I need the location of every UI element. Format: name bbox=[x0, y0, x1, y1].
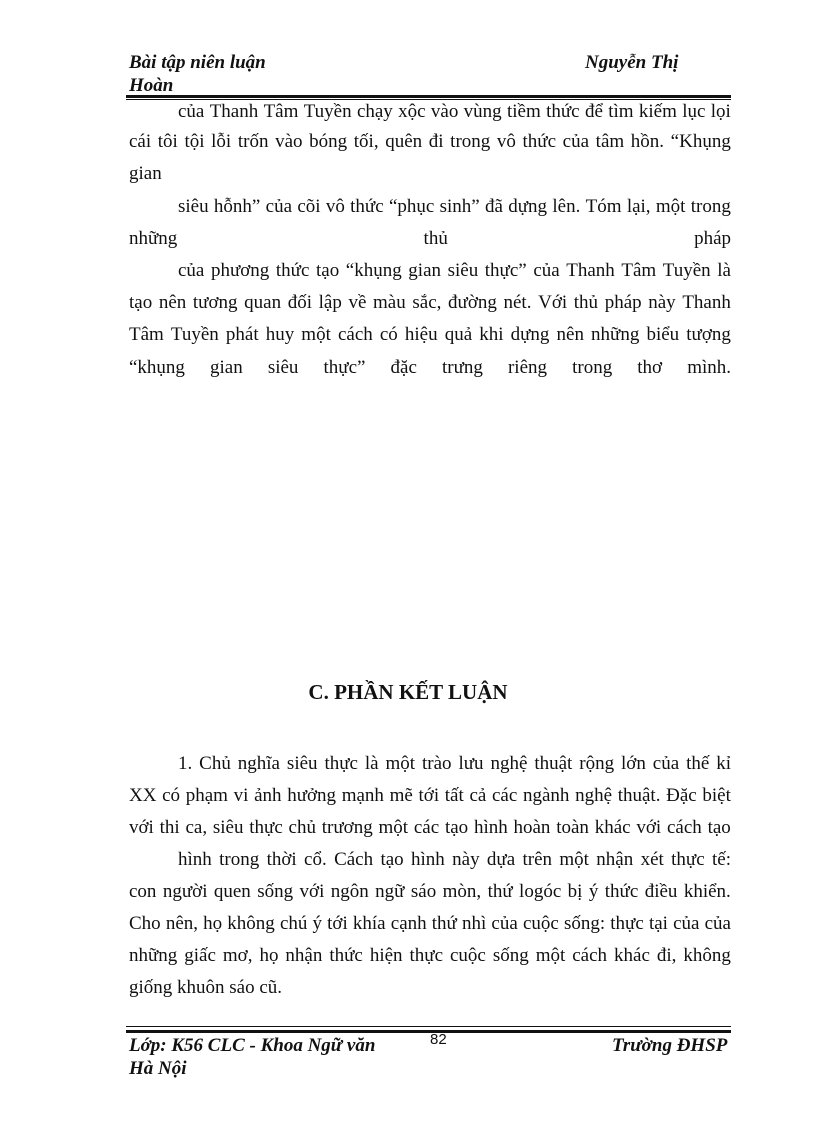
word: siêu bbox=[447, 260, 479, 281]
word: nhì bbox=[462, 913, 487, 934]
word: sáo bbox=[410, 881, 437, 902]
word: hiện bbox=[369, 945, 403, 966]
word: thi bbox=[159, 817, 180, 838]
word: của bbox=[652, 753, 680, 774]
word: pháp bbox=[694, 228, 731, 249]
word: siêu bbox=[178, 196, 209, 217]
word: trong bbox=[219, 849, 260, 870]
word: kỉ bbox=[716, 753, 731, 774]
word: nên bbox=[158, 292, 187, 313]
word: phát bbox=[225, 324, 259, 345]
word: 1. bbox=[178, 753, 193, 774]
word: nghĩa bbox=[237, 753, 280, 774]
word: Thanh bbox=[209, 101, 259, 122]
section-title: C. PHẦN KẾT LUẬN bbox=[308, 680, 508, 704]
word: đi, bbox=[656, 945, 677, 966]
word: Tâm bbox=[129, 324, 164, 345]
word: Chủ bbox=[199, 753, 231, 774]
word: trốn bbox=[237, 131, 269, 152]
word: khác bbox=[594, 817, 631, 838]
word: thức bbox=[522, 131, 557, 152]
word: ảnh bbox=[254, 785, 282, 806]
word: riêng bbox=[507, 357, 548, 378]
word: đã bbox=[485, 196, 503, 217]
word: cách bbox=[666, 817, 702, 838]
text-line bbox=[129, 100, 731, 124]
word: “khụng bbox=[129, 357, 185, 378]
word: tế: bbox=[712, 849, 731, 870]
word: thực bbox=[249, 817, 283, 838]
word: nét. bbox=[503, 292, 532, 313]
word: tới bbox=[418, 785, 440, 806]
word: huy bbox=[265, 324, 295, 345]
word: tới bbox=[327, 913, 348, 934]
text-line bbox=[129, 227, 731, 251]
header-author-continuation: Hoàn bbox=[129, 75, 174, 96]
word: cạnh bbox=[390, 913, 427, 934]
word: phạm bbox=[185, 785, 228, 806]
word: vô bbox=[325, 196, 345, 217]
word: một bbox=[535, 945, 566, 966]
word: của bbox=[562, 131, 590, 152]
word: cái bbox=[129, 131, 152, 152]
text-line: giống khuôn sáo cũ. bbox=[129, 977, 283, 998]
word: thức bbox=[604, 881, 639, 902]
word: “khụng bbox=[345, 260, 402, 281]
word: tội bbox=[184, 131, 205, 152]
word: thủ bbox=[423, 228, 448, 249]
word: sắc, bbox=[412, 292, 442, 313]
word: chú bbox=[279, 913, 308, 934]
word: để bbox=[584, 101, 603, 122]
word: thực bbox=[324, 753, 358, 774]
word: hồn. bbox=[630, 131, 665, 152]
word: ý bbox=[588, 881, 599, 902]
word: có bbox=[379, 324, 398, 345]
word: tương bbox=[192, 292, 238, 313]
word: vi bbox=[233, 785, 249, 806]
word: đường bbox=[448, 292, 497, 313]
word: hỗnh” bbox=[213, 196, 261, 217]
word: này bbox=[648, 292, 676, 313]
word: Tuyền bbox=[170, 324, 219, 345]
word: quên bbox=[385, 131, 423, 152]
word: tôi bbox=[157, 131, 178, 152]
word: biểu bbox=[646, 324, 680, 345]
word: cõi bbox=[297, 196, 321, 217]
word: quả bbox=[444, 324, 473, 345]
word: bị bbox=[567, 881, 583, 902]
word: nghệ bbox=[575, 785, 613, 806]
text-line bbox=[129, 912, 731, 936]
word: cách bbox=[572, 945, 608, 966]
word: Tóm bbox=[585, 196, 622, 217]
page-number: 82 bbox=[430, 1031, 447, 1048]
word: của bbox=[491, 913, 518, 934]
word: thế bbox=[686, 753, 710, 774]
word: vào bbox=[430, 101, 459, 122]
word: trào bbox=[422, 753, 452, 774]
word: trên bbox=[522, 849, 553, 870]
header-author: Nguyễn Thị bbox=[585, 52, 679, 73]
word: một bbox=[385, 753, 416, 774]
word: điều bbox=[644, 881, 678, 902]
word: lại, bbox=[626, 196, 651, 217]
word: của bbox=[265, 196, 293, 217]
text-line bbox=[129, 816, 731, 840]
footer-rule-thick bbox=[126, 1030, 731, 1033]
word: Tâm bbox=[621, 260, 657, 281]
word: thực” bbox=[323, 357, 366, 378]
word: hình bbox=[178, 849, 212, 870]
word: mòn, bbox=[442, 881, 482, 902]
word: khiển. bbox=[683, 881, 731, 902]
word: trưng bbox=[441, 357, 483, 378]
footer-rule-thin bbox=[126, 1026, 731, 1027]
word: Thanh bbox=[566, 260, 615, 281]
word: bóng bbox=[309, 131, 348, 152]
word: đi bbox=[428, 131, 444, 152]
word: tượng bbox=[686, 324, 731, 345]
word: lỗi bbox=[211, 131, 232, 152]
word: khía bbox=[352, 913, 386, 934]
word: thứ bbox=[431, 913, 457, 934]
word: ca, bbox=[185, 817, 208, 838]
word: ngôn bbox=[330, 881, 369, 902]
word: của bbox=[673, 913, 700, 934]
text-line bbox=[129, 944, 731, 968]
word: thực” bbox=[484, 260, 527, 281]
word: màu bbox=[373, 292, 406, 313]
word: đặc bbox=[390, 357, 417, 378]
word: trương bbox=[321, 817, 373, 838]
word: sống bbox=[492, 945, 529, 966]
word: dựng bbox=[508, 196, 548, 217]
word: tạo bbox=[380, 849, 404, 870]
word: cách bbox=[337, 324, 373, 345]
word: thực bbox=[610, 913, 644, 934]
text-line bbox=[129, 130, 731, 154]
word: thức bbox=[329, 945, 363, 966]
word: người bbox=[162, 881, 208, 902]
word: họ bbox=[259, 945, 279, 966]
word: những bbox=[129, 945, 178, 966]
word: tiềm bbox=[507, 101, 541, 122]
word: của bbox=[704, 913, 731, 934]
word: pháp bbox=[604, 292, 642, 313]
word: thực bbox=[409, 945, 444, 966]
word: mạnh bbox=[341, 785, 384, 806]
word: một bbox=[655, 196, 686, 217]
word: của bbox=[533, 260, 560, 281]
word: các bbox=[413, 817, 440, 838]
word: rộng bbox=[579, 753, 615, 774]
word: lục bbox=[682, 101, 706, 122]
text-line bbox=[129, 752, 731, 776]
word: Tuyền bbox=[662, 260, 711, 281]
text-line bbox=[129, 356, 731, 380]
footer-school: Trường ĐHSP bbox=[612, 1035, 728, 1056]
word: không bbox=[227, 913, 275, 934]
word: phương bbox=[210, 260, 270, 281]
word: lập bbox=[318, 292, 342, 313]
word: thuật. bbox=[617, 785, 661, 806]
word: một bbox=[559, 849, 589, 870]
word: với bbox=[636, 817, 662, 838]
word: tạo bbox=[315, 260, 340, 281]
word: thủ bbox=[573, 292, 599, 313]
text-line bbox=[129, 195, 731, 219]
word: mơ, bbox=[222, 945, 253, 966]
word: thời bbox=[266, 849, 297, 870]
word: chủ bbox=[288, 817, 316, 838]
word: thực bbox=[671, 849, 705, 870]
word: hoàn bbox=[513, 817, 551, 838]
word: quan bbox=[244, 292, 282, 313]
word: ngữ bbox=[375, 881, 405, 902]
word: có bbox=[162, 785, 181, 806]
text-line bbox=[129, 259, 731, 283]
word: xét bbox=[640, 849, 664, 870]
word: Tâm bbox=[263, 101, 299, 122]
word: tâm bbox=[595, 131, 625, 152]
word: hiệu bbox=[404, 324, 438, 345]
word: dựng bbox=[510, 324, 550, 345]
word: với bbox=[129, 817, 154, 838]
word: con bbox=[129, 881, 157, 902]
word: nhận bbox=[285, 945, 323, 966]
word: nghệ bbox=[490, 753, 528, 774]
word: xộc bbox=[398, 101, 426, 122]
word: siêu bbox=[212, 817, 244, 838]
word: với bbox=[299, 881, 325, 902]
word: Đặc bbox=[666, 785, 697, 806]
word: thức bbox=[350, 196, 384, 217]
word: vào bbox=[275, 131, 303, 152]
word: những bbox=[591, 324, 640, 345]
word: “Khụng bbox=[670, 131, 731, 152]
word: của bbox=[178, 260, 205, 281]
word: khác bbox=[614, 945, 650, 966]
word: về bbox=[348, 292, 367, 313]
text-line bbox=[129, 848, 731, 872]
word: hưởng bbox=[287, 785, 337, 806]
word: siêu bbox=[267, 357, 299, 378]
word: tại bbox=[648, 913, 668, 934]
word: thức bbox=[275, 260, 310, 281]
header-left-title: Bài tập niên luận bbox=[129, 52, 266, 73]
word: thuật bbox=[534, 753, 573, 774]
word: Tuyền bbox=[303, 101, 352, 122]
word: lọi bbox=[710, 101, 731, 122]
word: của bbox=[178, 101, 205, 122]
word: Thanh bbox=[682, 292, 731, 313]
word: trong bbox=[690, 196, 731, 217]
word: kiếm bbox=[638, 101, 677, 122]
text-line bbox=[129, 880, 731, 904]
word: giấc bbox=[184, 945, 216, 966]
word: cuộc bbox=[449, 945, 486, 966]
word: hình bbox=[473, 817, 508, 838]
word: trong bbox=[572, 357, 613, 378]
word: nhận bbox=[596, 849, 634, 870]
word: thức bbox=[546, 101, 580, 122]
footer-class-continuation: Hà Nội bbox=[129, 1058, 187, 1079]
word: các bbox=[492, 785, 518, 806]
word: sống bbox=[257, 881, 294, 902]
word: mình. bbox=[687, 357, 731, 378]
word: nên, bbox=[165, 913, 199, 934]
text-line bbox=[129, 291, 731, 315]
footer-class-info: Lớp: K56 CLC - Khoa Ngữ văn bbox=[129, 1035, 376, 1056]
word: quen bbox=[213, 881, 251, 902]
word: gian bbox=[408, 260, 442, 281]
word: họ bbox=[203, 913, 223, 934]
word: cổ. bbox=[304, 849, 327, 870]
word: trong bbox=[450, 131, 491, 152]
word: toàn bbox=[556, 817, 589, 838]
word: tìm bbox=[608, 101, 634, 122]
word: Với bbox=[538, 292, 568, 313]
word: này bbox=[452, 849, 480, 870]
word: tạo bbox=[444, 817, 469, 838]
word: tạo bbox=[707, 817, 731, 838]
word: đối bbox=[287, 292, 312, 313]
word: là bbox=[717, 260, 731, 281]
word: một bbox=[301, 324, 331, 345]
word: biệt bbox=[702, 785, 731, 806]
word: ý bbox=[312, 913, 323, 934]
word: vùng bbox=[463, 101, 502, 122]
word: “phục bbox=[388, 196, 435, 217]
word: hình bbox=[411, 849, 445, 870]
word: lên. bbox=[552, 196, 581, 217]
word: sống: bbox=[563, 913, 606, 934]
word: cuộc bbox=[522, 913, 559, 934]
word: không bbox=[683, 945, 731, 966]
word: lưu bbox=[458, 753, 484, 774]
word: khi bbox=[479, 324, 504, 345]
word: Cho bbox=[129, 913, 161, 934]
word: logóc bbox=[519, 881, 562, 902]
text-line: gian bbox=[129, 163, 162, 184]
word: lớn bbox=[621, 753, 646, 774]
word: những bbox=[129, 228, 178, 249]
word: ngành bbox=[522, 785, 570, 806]
word: siêu bbox=[286, 753, 318, 774]
word: tối, bbox=[353, 131, 379, 152]
word: thơ bbox=[637, 357, 663, 378]
text-line bbox=[129, 323, 731, 347]
word: mẽ bbox=[389, 785, 413, 806]
word: tất bbox=[444, 785, 464, 806]
word: dựa bbox=[486, 849, 516, 870]
word: một bbox=[378, 817, 409, 838]
word: cả bbox=[469, 785, 487, 806]
word: nên bbox=[556, 324, 584, 345]
text-line bbox=[129, 784, 731, 808]
word: XX bbox=[129, 785, 157, 806]
word: gian bbox=[210, 357, 243, 378]
word: vô bbox=[496, 131, 516, 152]
word: Cách bbox=[334, 849, 374, 870]
word: sinh” bbox=[439, 196, 480, 217]
word: tạo bbox=[129, 292, 153, 313]
header-rule-thick bbox=[126, 95, 731, 98]
word: thứ bbox=[487, 881, 513, 902]
word: là bbox=[364, 753, 379, 774]
word: chạy bbox=[356, 101, 393, 122]
